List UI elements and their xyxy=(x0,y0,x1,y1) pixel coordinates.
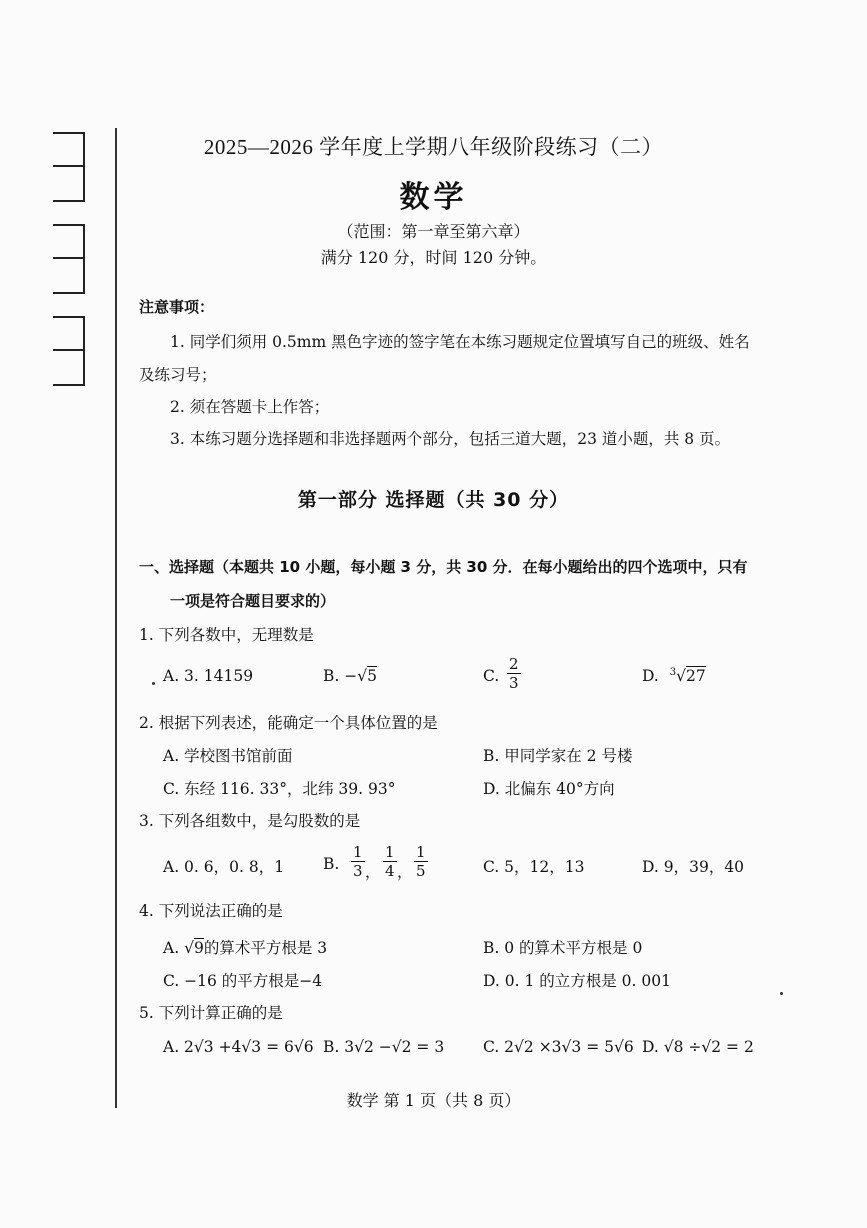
radicand: 27 xyxy=(686,667,706,686)
option-a: A. 2√3 +4√3 = 6√6 xyxy=(163,1038,314,1056)
option-c: C. 东经 116. 33°，北纬 39. 93° xyxy=(163,780,396,798)
option-d xyxy=(642,667,706,685)
question-stem: 2. 根据下列表述，能确定一个具体位置的是 xyxy=(139,714,438,732)
option-a: A. 学校图书馆前面 xyxy=(163,747,293,765)
option-b-label: B. xyxy=(323,855,340,873)
option-d: D. 9，39，40 xyxy=(642,858,745,876)
exam-title: 2025—2026 学年度上学期八年级阶段练习（二） xyxy=(203,135,664,159)
exam-range: （范围：第一章至第六章） xyxy=(337,222,530,241)
radicand: 9 xyxy=(193,939,204,957)
question-stem: 3. 下列各组数中，是勾股数的是 xyxy=(139,812,361,830)
stray-mark xyxy=(780,992,783,995)
option-d: D. 北偏东 40°方向 xyxy=(483,780,615,798)
separator: ， xyxy=(365,863,381,881)
option-b xyxy=(323,667,377,685)
sqrt-sign: √ xyxy=(676,667,687,686)
page-footer: 数学 第 1 页（共 8 页） xyxy=(346,1091,521,1110)
option-text: 的算术平方根是 3 xyxy=(203,939,328,957)
option-d: D. √8 ÷√2 = 2 xyxy=(642,1038,754,1056)
fraction xyxy=(507,655,521,692)
option-a: A. 3. 14159 xyxy=(163,667,254,685)
fraction xyxy=(383,843,397,880)
notice-item: 及练习号； xyxy=(139,366,217,384)
option-c-label: C. xyxy=(483,667,500,685)
question-stem: 1. 下列各数中，无理数是 xyxy=(139,626,314,644)
option-d: D. 0. 1 的立方根是 0. 001 xyxy=(483,972,671,990)
option-a xyxy=(163,936,327,958)
option-c: C. −16 的平方根是−4 xyxy=(163,972,323,990)
separator: ， xyxy=(397,863,413,881)
stray-mark xyxy=(152,682,155,685)
binding-line xyxy=(115,128,117,1108)
denominator: 3 xyxy=(353,862,363,880)
subject-title: 数学 xyxy=(399,180,468,215)
option-b: B. 3√2 −√2 = 3 xyxy=(323,1038,445,1056)
numerator: 2 xyxy=(509,655,519,673)
sqrt-sign: √ xyxy=(184,939,194,957)
sqrt-sign: √ xyxy=(357,667,368,685)
binding-box xyxy=(53,349,85,351)
radicand: 5 xyxy=(367,667,377,685)
notice-item: 1. 同学们须用 0.5mm 黑色字迹的签字笔在本练习题规定位置填写自己的班级、姓名 xyxy=(170,333,750,351)
option-b: B. 0 的算术平方根是 0 xyxy=(483,939,643,957)
denominator: 4 xyxy=(385,862,395,880)
denominator: 3 xyxy=(509,674,519,692)
notice-item: 3. 本练习题分选择题和非选择题两个部分，包括三道大题，23 道小题，共 8 页。 xyxy=(170,430,731,448)
fraction xyxy=(351,843,365,880)
option-label: D. xyxy=(642,667,659,686)
denominator: 5 xyxy=(416,862,426,880)
numerator: 1 xyxy=(353,843,363,861)
option-label: A. xyxy=(163,939,180,957)
option-b: B. 甲同学家在 2 号楼 xyxy=(483,747,633,765)
section-heading: 一项是符合题目要求的） xyxy=(170,592,336,610)
question-stem: 4. 下列说法正确的是 xyxy=(139,902,283,920)
notice-title: 注意事项： xyxy=(139,298,215,316)
option-a: A. 0. 6，0. 8，1 xyxy=(163,858,285,876)
numerator: 1 xyxy=(416,843,426,861)
root-index: 3 xyxy=(669,667,677,678)
option-c: C. 2√2 ×3√3 = 5√6 xyxy=(483,1038,634,1056)
option-c: C. 5，12，13 xyxy=(483,858,585,876)
section-heading: 一、选择题（本题共 10 小题，每小题 3 分，共 30 分．在每小题给出的四个选项中，只有 xyxy=(139,558,748,576)
score-time: 满分 120 分，时间 120 分钟。 xyxy=(320,248,547,267)
part-title: 第一部分 选择题（共 30 分） xyxy=(297,489,570,511)
question-stem: 5. 下列计算正确的是 xyxy=(139,1004,283,1022)
binding-box xyxy=(53,316,85,386)
fraction xyxy=(414,843,428,880)
binding-box xyxy=(53,165,85,167)
numerator: 1 xyxy=(385,843,395,861)
option-label: B. − xyxy=(323,667,358,685)
notice-item: 2. 须在答题卡上作答； xyxy=(170,398,330,416)
